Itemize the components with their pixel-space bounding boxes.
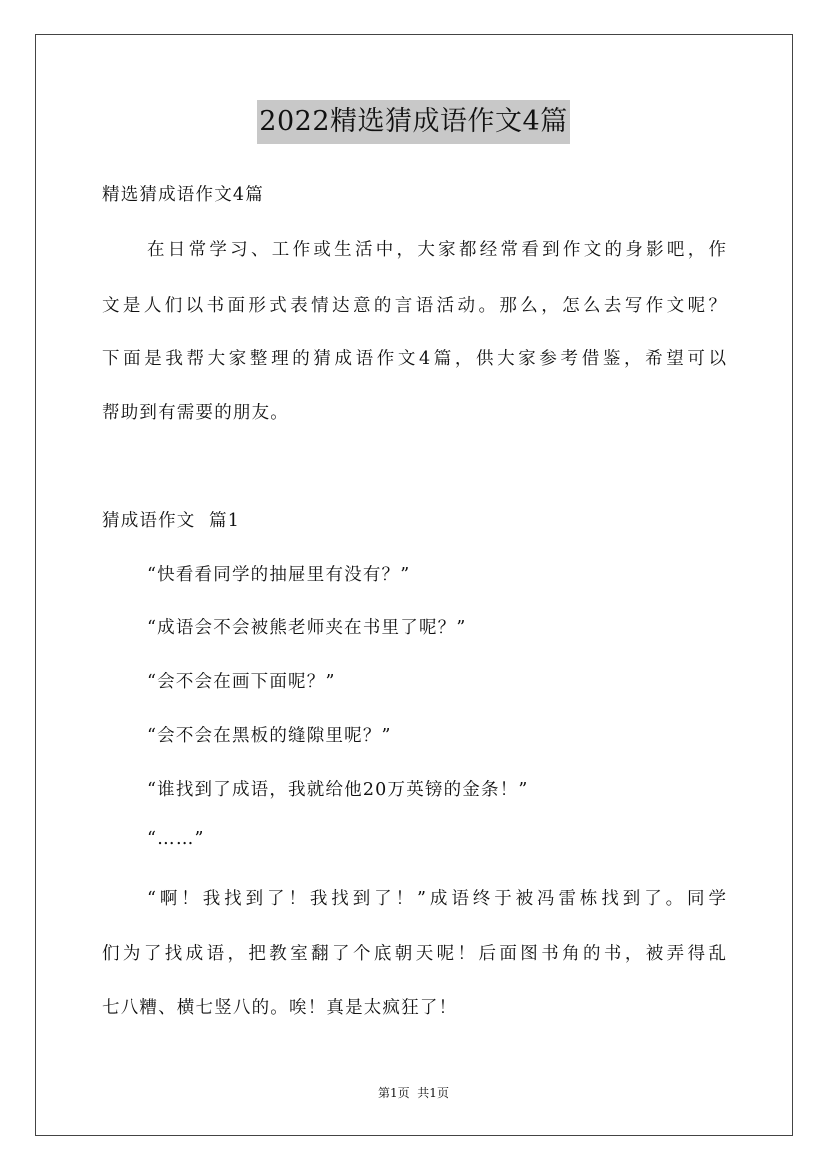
title-container [0,100,827,144]
intro-line-2: 文是人们以书面形式表情达意的言语活动。那么，怎么去写作文呢？ [102,296,726,316]
document-subtitle: 精选猜成语作文4篇 [102,185,264,205]
intro-line-1: 在日常学习、工作或生活中，大家都经常看到作文的身影吧，作 [147,240,726,260]
intro-line-3: 下面是我帮大家整理的猜成语作文4篇，供大家参考借鉴，希望可以 [102,349,726,369]
dialogue-line-5: “谁找到了成语，我就给他20万英镑的金条！” [147,780,529,800]
document-title: 2022精选猜成语作文4篇 [257,100,569,144]
dialogue-line-2: “成语会不会被熊老师夹在书里了呢？” [147,618,467,638]
dialogue-line-3: “会不会在画下面呢？” [147,672,336,692]
intro-line-4: 帮助到有需要的朋友。 [102,403,289,423]
dialogue-line-1: “快看看同学的抽屉里有没有？” [147,565,411,585]
closing-line-2: 们为了找成语，把教室翻了个底朝天呢！后面图书角的书，被弄得乱 [102,944,726,964]
closing-line-3: 七八糟、横七竖八的。唉！真是太疯狂了！ [102,998,458,1018]
dialogue-line-6: “……” [147,829,205,849]
section-heading: 猜成语作文 篇1 [102,511,241,531]
page-indicator: 第1页 共1页 [378,1086,449,1100]
closing-line-1: “啊！我找到了！我找到了！”成语终于被冯雷栋找到了。同学 [147,889,726,909]
dialogue-line-4: “会不会在黑板的缝隙里呢？” [147,726,392,746]
